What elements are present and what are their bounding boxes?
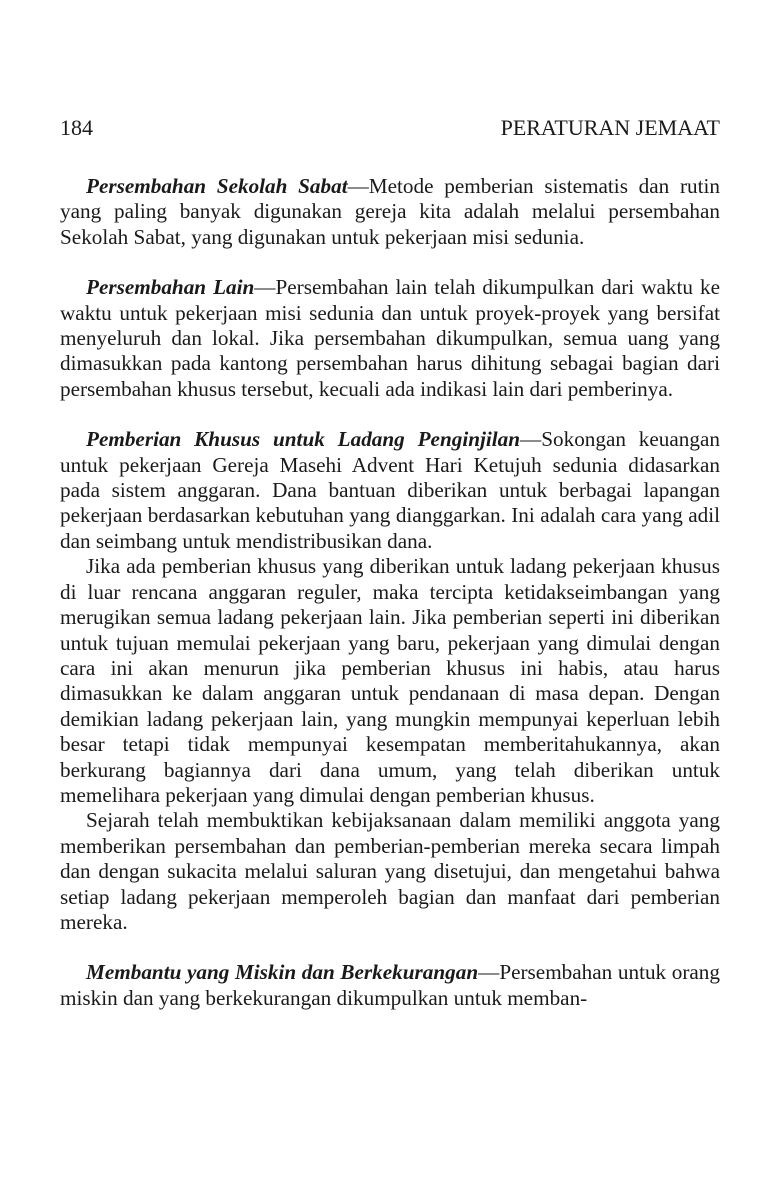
paragraph-ladang-khusus [60, 554, 720, 808]
running-title: PERATURAN JEMAAT [500, 115, 720, 140]
paragraph-text: —Persembahan untuk orang miskin dan yang berkekurangan dikumpulkan untuk memban- [60, 960, 720, 1010]
paragraph-title: Membantu yang Miskin dan Berkekurangan [86, 960, 479, 985]
paragraph-text: —Persembahan lain telah dikumpulkan dari waktu ke waktu untuk pekerjaan misi sedunia dan untuk proyek-proyek yang bersifat menyeluruh dan lokal. Jika persembahan dikumpulkan, semua uang yang dimasukkan pada kantong persembahan harus dihitung sebagai bagian dari persembahan khusus tersebut, kecuali ada indikasi lain dari pemberinya. [60, 275, 720, 401]
paragraph-persembahan-lain [60, 275, 720, 402]
paragraph-sejarah [60, 808, 720, 935]
paragraph-membantu-miskin [60, 960, 720, 1011]
paragraph-text: —Metode pemberian sistematis dan rutin yang paling banyak digunakan gereja kita adalah melalui persembahan Sekolah Sabat, yang digunakan untuk pekerjaan misi sedunia. [60, 174, 720, 249]
paragraph-text: Jika ada pemberian khusus yang diberikan untuk ladang pekerjaan khusus di luar rencana anggaran reguler, maka tercipta ketidakseimbangan yang merugikan semua ladang pekerjaan lain. Jika pemberian seperti ini diberikan untuk tujuan memulai pekerjaan yang baru, pekerjaan yang dimulai dengan cara ini akan menurun jika pemberian khusus ini habis, atau harus dimasukkan ke dalam anggaran untuk pendanaan di masa depan. Dengan demikian ladang pekerjaan lain, yang mungkin mempunyai keperluan lebih besar tetapi tidak mempunyai kesempatan memberitahukannya, akan berkurang bagiannya dari dana umum, yang telah diberikan untuk memelihara pekerjaan yang dimulai dengan pemberian khusus. [60, 554, 720, 807]
paragraph-pemberian-khusus [60, 427, 720, 554]
paragraph-text: —Sokongan keuangan untuk pekerjaan Gereja Masehi Advent Hari Ketujuh sedunia didasarkan pada sistem anggaran. Dana bantuan diberikan untuk berbagai lapangan pekerjaan berdasarkan kebutuhan yang dianggarkan. Ini adalah cara yang adil dan seimbang untuk mendistribusikan dana. [60, 427, 720, 553]
paragraph-sekolah-sabat [60, 174, 720, 250]
paragraph-title: Persembahan Lain [86, 275, 255, 300]
paragraph-title: Persembahan Sekolah Sabat [86, 174, 348, 198]
page-body [60, 174, 720, 1011]
page-number: 184 [60, 115, 93, 140]
paragraph-title: Pemberian Khusus untuk Ladang Penginjilan [86, 427, 521, 452]
paragraph-text: Sejarah telah membuktikan kebijaksanaan dalam memiliki anggota yang memberikan persembahan dan pemberian-pemberian mereka secara limpah dan dengan sukacita melalui saluran yang disetujui, dan mengetahui bahwa setiap ladang pekerjaan memperoleh bagian dan manfaat dari pemberian mereka. [60, 808, 720, 934]
page-header [60, 115, 720, 141]
